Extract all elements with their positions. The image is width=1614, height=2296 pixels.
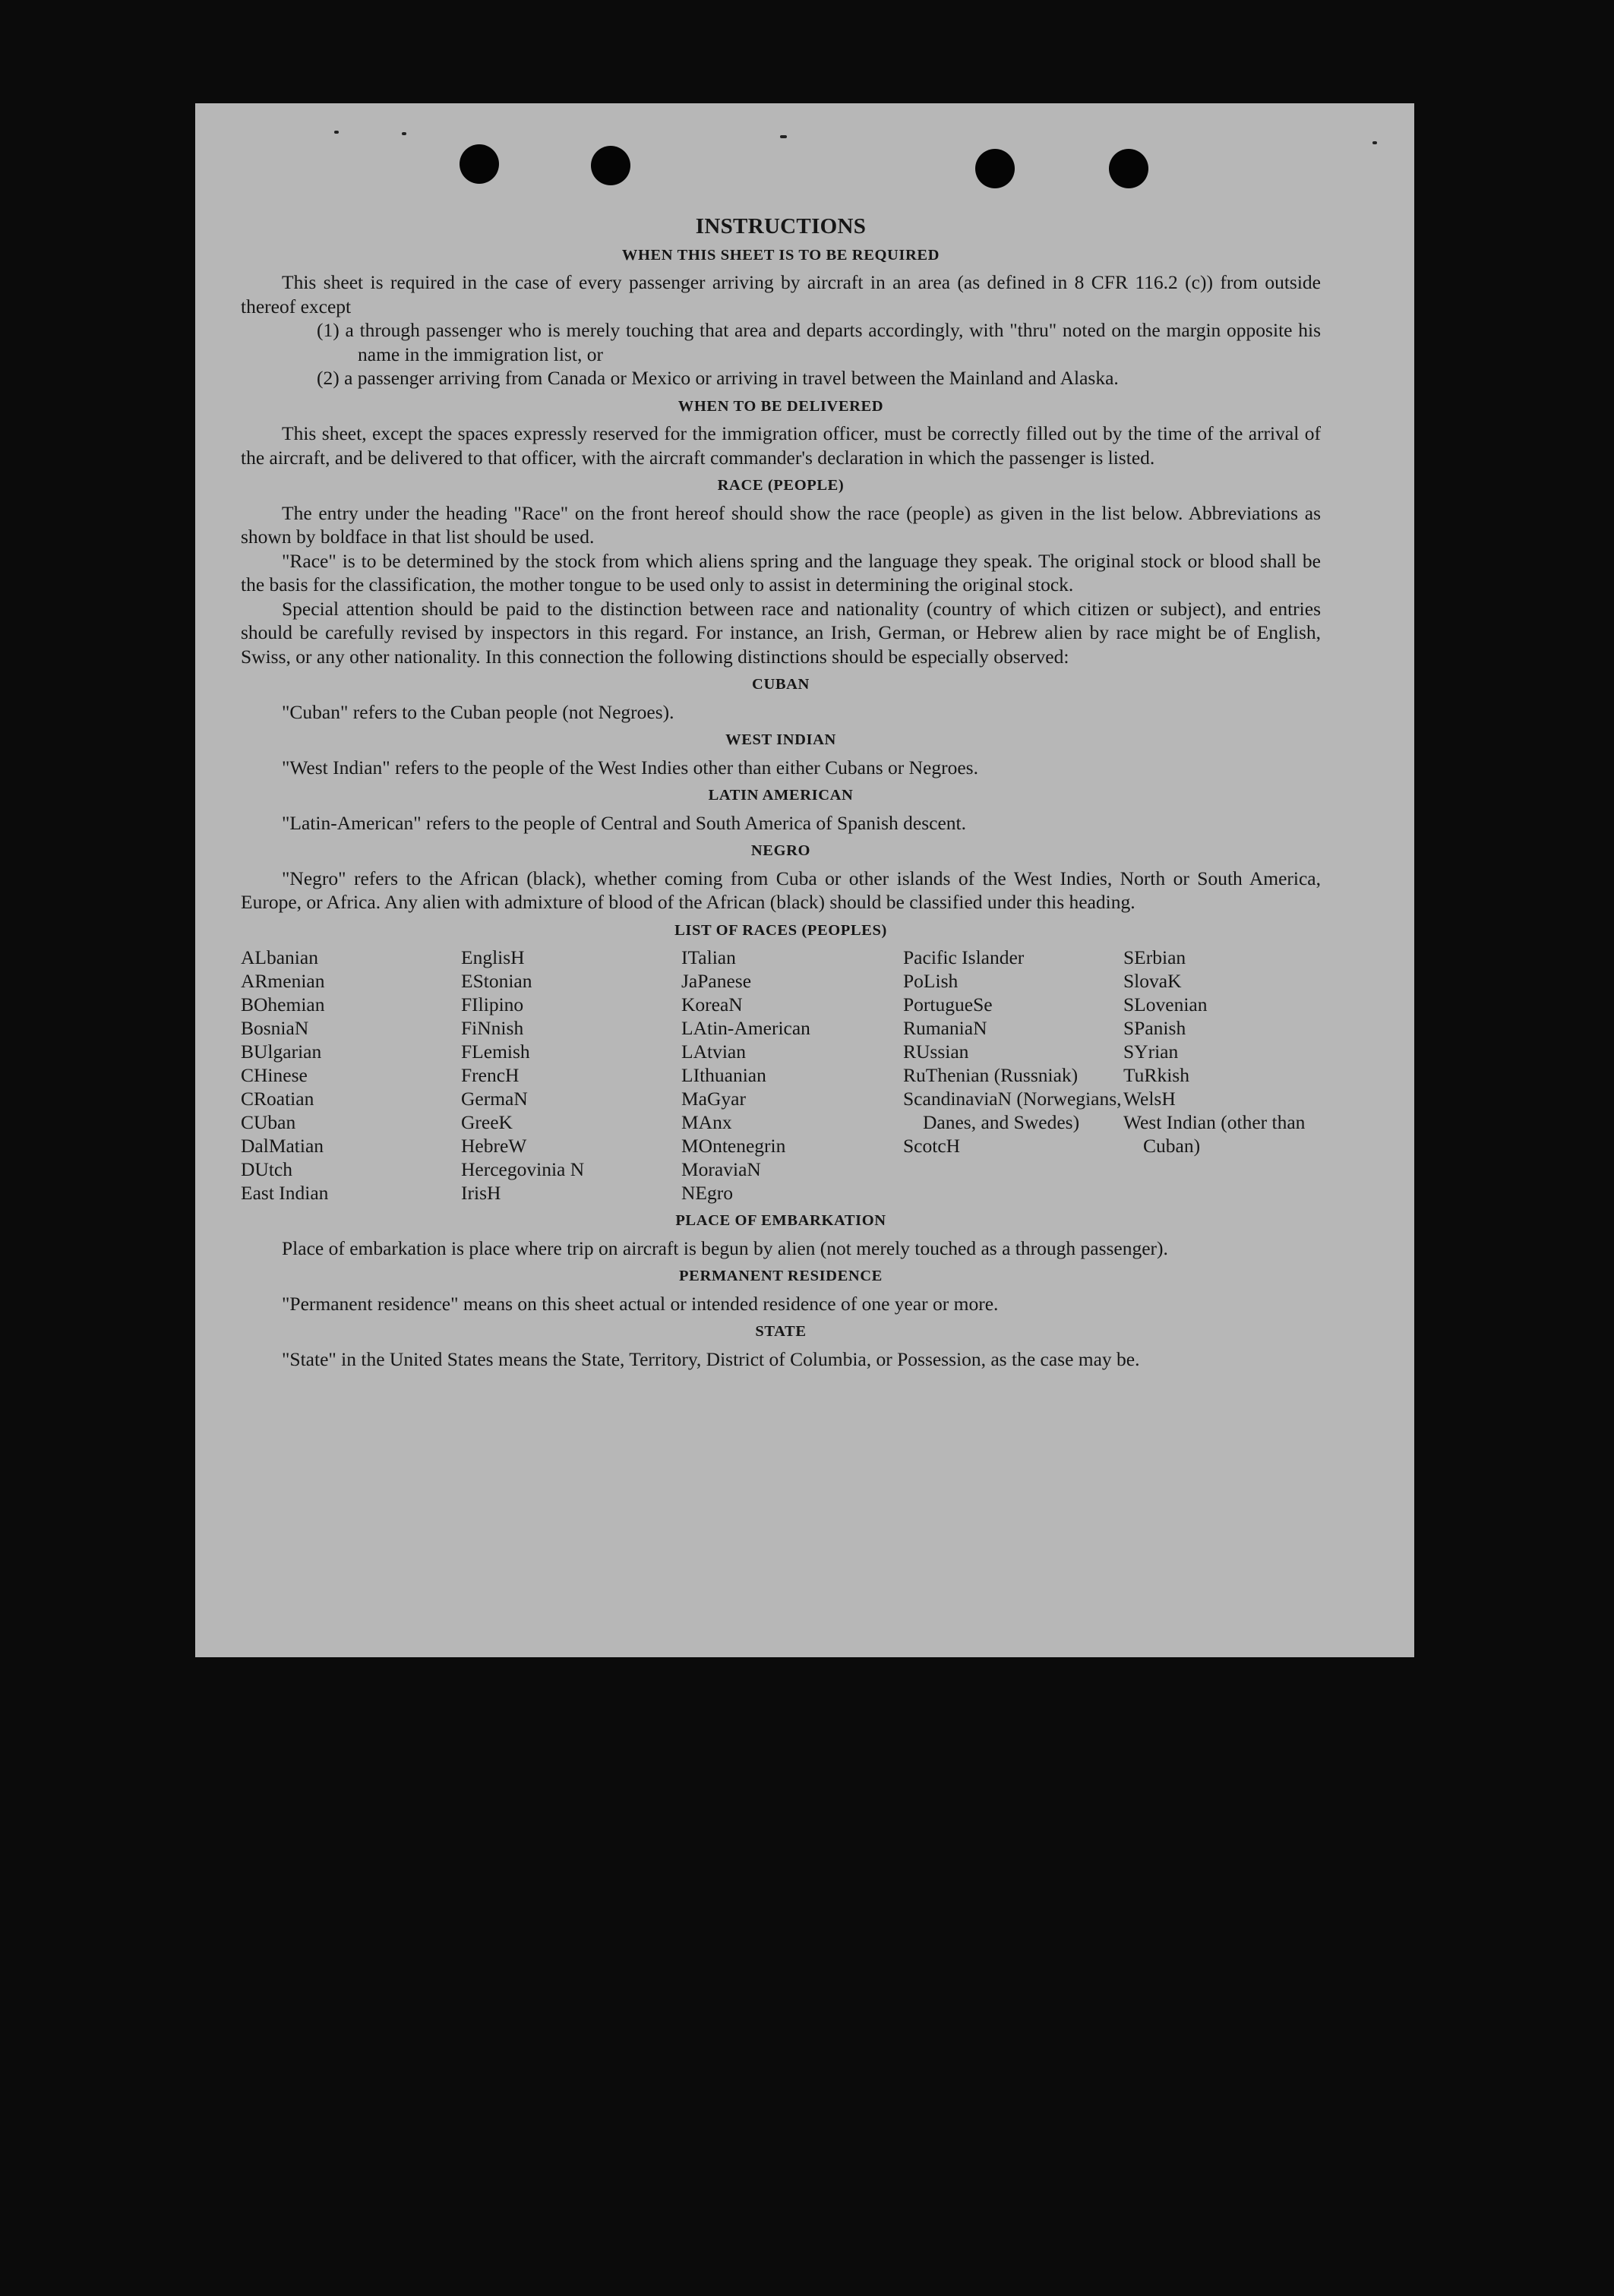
race-entry: LIthuanian (681, 1064, 766, 1086)
punch-hole (591, 146, 630, 185)
race-entry: SYrian (1123, 1041, 1179, 1063)
heading-west-indian: WEST INDIAN (725, 731, 836, 748)
page-title: INSTRUCTIONS (695, 214, 867, 238)
race-entry: BosniaN (241, 1017, 309, 1039)
speck (402, 132, 406, 135)
cuban-text: "Cuban" refers to the Cuban people (not Negroes). (282, 700, 674, 723)
race-entry: ScandinaviaN (Norwegians, Danes, and Swedes) (903, 1088, 1122, 1133)
race-entry: Pacific Islander (903, 946, 1025, 968)
race-entry: PortugueSe (903, 993, 993, 1015)
race-entry: WelsH (1123, 1088, 1176, 1110)
latin-american-text: "Latin-American" refers to the people of Central and South America of Spanish descent. (282, 811, 966, 834)
race-entry: PoLish (903, 970, 959, 992)
heading-state: STATE (755, 1323, 807, 1340)
state-text: "State" in the United States means the State, Territory, District of Columbia, or Possession, as the case may be. (282, 1347, 1140, 1370)
race-entry: East Indian (241, 1182, 329, 1204)
race-entry: RuThenian (Russniak) (903, 1064, 1079, 1086)
race-entry: FiNnish (461, 1017, 524, 1039)
race-entry: LAtin-American (681, 1017, 810, 1039)
speck (334, 131, 339, 134)
race-entry: West Indian (other than Cuban) (1123, 1111, 1306, 1157)
race-entry: FrencH (461, 1064, 520, 1086)
race-entry: EStonian (461, 970, 532, 992)
races-list (241, 946, 1321, 1205)
race-entry: ScotcH (903, 1135, 961, 1157)
race-entry: HebreW (461, 1135, 527, 1157)
race-entry: MAnx (681, 1111, 732, 1133)
instructions-content (241, 215, 1321, 1371)
race-entry: MOntenegrin (681, 1135, 786, 1157)
races-column-3 (681, 946, 903, 1205)
race-entry: SErbian (1123, 946, 1186, 968)
race-entry: RumaniaN (903, 1017, 987, 1039)
race-entry: FLemish (461, 1041, 530, 1063)
embarkation-text: Place of embarkation is place where trip on aircraft is begun by alien (not merely touched as a through passenger). (282, 1236, 1168, 1259)
race-entry: CRoatian (241, 1088, 314, 1110)
race-entry: CUban (241, 1111, 296, 1133)
race-entry: BOhemian (241, 993, 325, 1015)
speck (780, 135, 787, 138)
race-entry: MoraviaN (681, 1158, 761, 1180)
punch-hole (975, 149, 1015, 188)
race-entry: Hercegovinia N (461, 1158, 585, 1180)
race-entry: RUssian (903, 1041, 969, 1063)
race-entry: FIlipino (461, 993, 524, 1015)
speck (1372, 141, 1377, 144)
race-entry: ALbanian (241, 946, 318, 968)
race-entry: DalMatian (241, 1135, 324, 1157)
heading-when-delivered: WHEN TO BE DELIVERED (678, 397, 884, 415)
heading-permanent-residence: PERMANENT RESIDENCE (679, 1268, 883, 1284)
race-entry: TuRkish (1123, 1064, 1189, 1086)
race-entry: GreeK (461, 1111, 513, 1133)
race-entry: ARmenian (241, 970, 325, 992)
race-entry: BUlgarian (241, 1041, 322, 1063)
race-entry: SPanish (1123, 1017, 1186, 1039)
document-sheet (195, 103, 1414, 1657)
race-entry: SlovaK (1123, 970, 1182, 992)
heading-place-of-embarkation: PLACE OF EMBARKATION (675, 1212, 886, 1229)
delivered-text: This sheet, except the spaces expressly reserved for the immigration officer, must be correctly filled out by the time of the arrival of the aircraft, and be delivered to that officer, with the aircraft commander's declaration in which the passenger is listed. (241, 422, 1321, 469)
race-entry: NEgro (681, 1182, 733, 1204)
heading-list-of-races: LIST OF RACES (PEOPLES) (674, 921, 887, 939)
race-entry: DUtch (241, 1158, 292, 1180)
race-entry: KoreaN (681, 993, 743, 1015)
races-column-1 (241, 946, 461, 1205)
race-paragraph-2: "Race" is to be determined by the stock from which aliens spring and the language they speak. The original stock or blood shall be the basis for the classification, the mother tongue to be used only to assist in determining the original stock. (241, 549, 1321, 595)
heading-cuban: CUBAN (752, 676, 810, 693)
exception-item-1: (1) a through passenger who is merely touching that area and departs accordingly, with "thru" noted on the margin opposite his name in the immigration list, or (317, 319, 1321, 365)
race-paragraph-3: Special attention should be paid to the distinction between race and nationality (country of which citizen or subject), and entries should be carefully revised by inspectors in this regard. For instance, an Irish, German, or Hebrew alien by race might be of English, Swiss, or any other nationality. In this connection the following distinctions should be especially observed: (241, 597, 1321, 668)
race-entry: LAtvian (681, 1041, 746, 1063)
race-entry: ITalian (681, 946, 736, 968)
heading-when-required: WHEN THIS SHEET IS TO BE REQUIRED (621, 246, 940, 264)
races-column-4 (903, 946, 1123, 1205)
required-intro: This sheet is required in the case of every passenger arriving by aircraft in an area (as defined in 8 CFR 116.2 (c)) from outside thereof except (241, 271, 1321, 317)
race-entry: JaPanese (681, 970, 752, 992)
race-entry: SLovenian (1123, 993, 1208, 1015)
race-entry: GermaN (461, 1088, 528, 1110)
race-entry: EnglisH (461, 946, 525, 968)
west-indian-text: "West Indian" refers to the people of the West Indies other than either Cubans or Negroes. (282, 756, 978, 778)
race-entry: MaGyar (681, 1088, 746, 1110)
heading-race: RACE (PEOPLE) (717, 477, 845, 494)
negro-text: "Negro" refers to the African (black), whether coming from Cuba or other islands of the West Indies, North or South America, Europe, or Africa. Any alien with admixture of blood of the African (black) should be classified under this heading. (241, 867, 1321, 913)
races-column-2 (461, 946, 681, 1205)
race-paragraph-1: The entry under the heading "Race" on the front hereof should show the race (people) as given in the list below. Abbreviations as shown by boldface in that list should be used. (241, 501, 1321, 548)
races-column-5 (1123, 946, 1321, 1205)
exception-item-2: (2) a passenger arriving from Canada or Mexico or arriving in travel between the Mainland and Alaska. (317, 367, 1119, 389)
race-entry: CHinese (241, 1064, 308, 1086)
punch-hole (460, 144, 499, 184)
punch-hole (1109, 149, 1148, 188)
heading-latin-american: LATIN AMERICAN (708, 787, 854, 804)
residence-text: "Permanent residence" means on this sheet actual or intended residence of one year or more. (282, 1292, 999, 1315)
race-entry: IrisH (461, 1182, 501, 1204)
heading-negro: NEGRO (750, 842, 811, 859)
